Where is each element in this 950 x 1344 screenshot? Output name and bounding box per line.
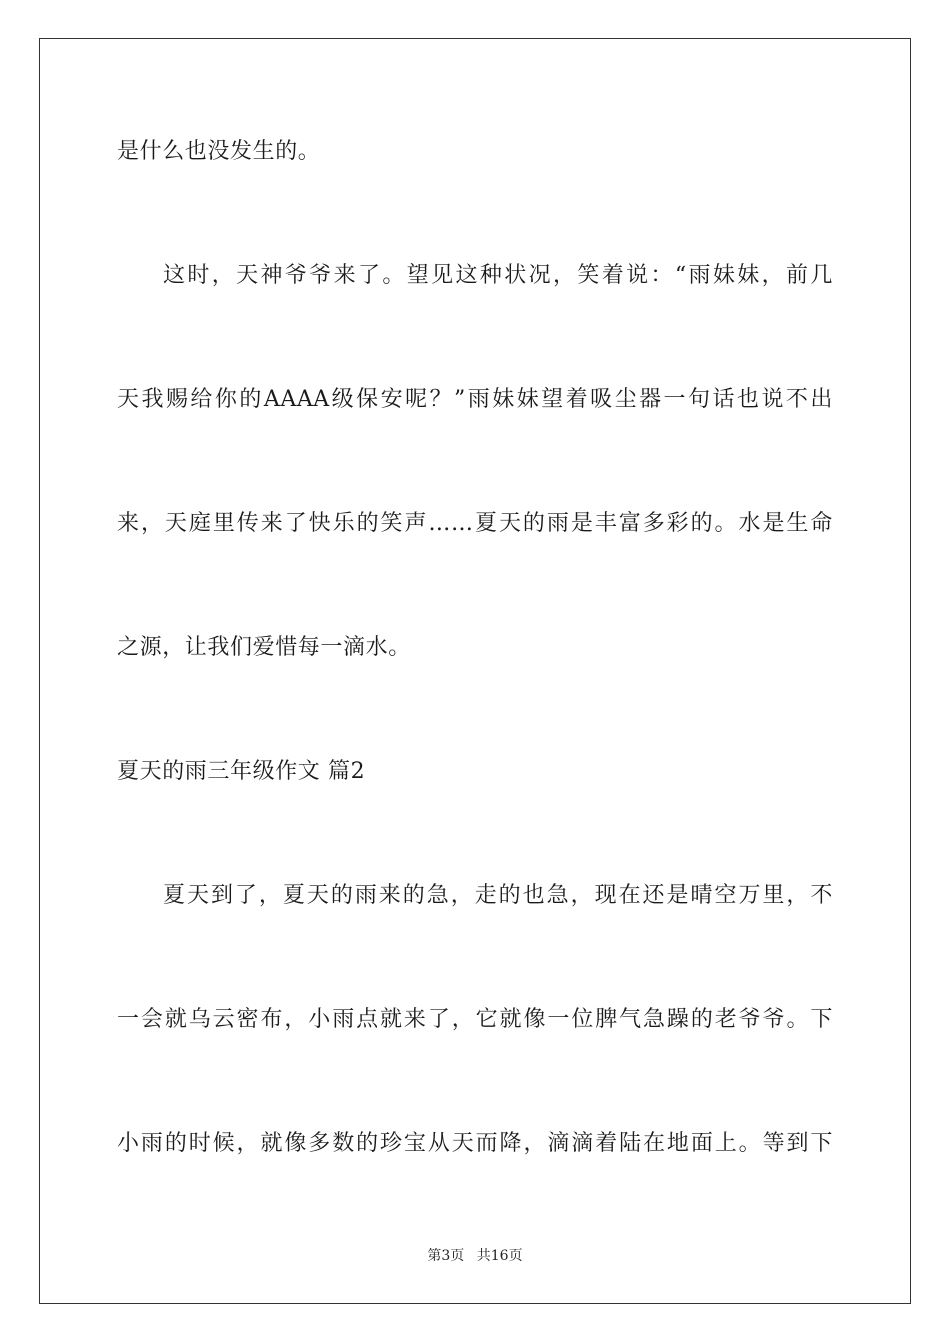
paragraph-line: 一会就乌云密布，小雨点就来了，它就像一位脾气急躁的老爷爷。下 xyxy=(117,1007,833,1032)
paragraph-line: 夏天到了，夏天的雨来的急，走的也急，现在还是晴空万里，不 xyxy=(163,883,833,908)
paragraph-line: 之源，让我们爱惜每一滴水。 xyxy=(117,635,411,660)
page-number-total: 共16页 xyxy=(476,1248,523,1264)
page-footer xyxy=(0,1247,950,1265)
page-border xyxy=(39,38,911,1304)
paragraph-line: 是什么也没发生的。 xyxy=(117,139,321,164)
section-heading: 夏天的雨三年级作文 篇2 xyxy=(117,759,366,784)
page-number-current: 第3页 xyxy=(427,1248,465,1264)
paragraph-line: 来，天庭里传来了快乐的笑声……夏天的雨是丰富多彩的。水是生命 xyxy=(117,511,833,536)
paragraph-line: 天我赐给你的AAAA级保安呢？”雨妹妹望着吸尘器一句话也说不出 xyxy=(117,387,833,412)
paragraph-line: 小雨的时候，就像多数的珍宝从天而降，滴滴着陆在地面上。等到下 xyxy=(117,1131,833,1156)
paragraph-line: 这时，天神爷爷来了。望见这种状况，笑着说：“雨妹妹，前几 xyxy=(163,263,833,288)
